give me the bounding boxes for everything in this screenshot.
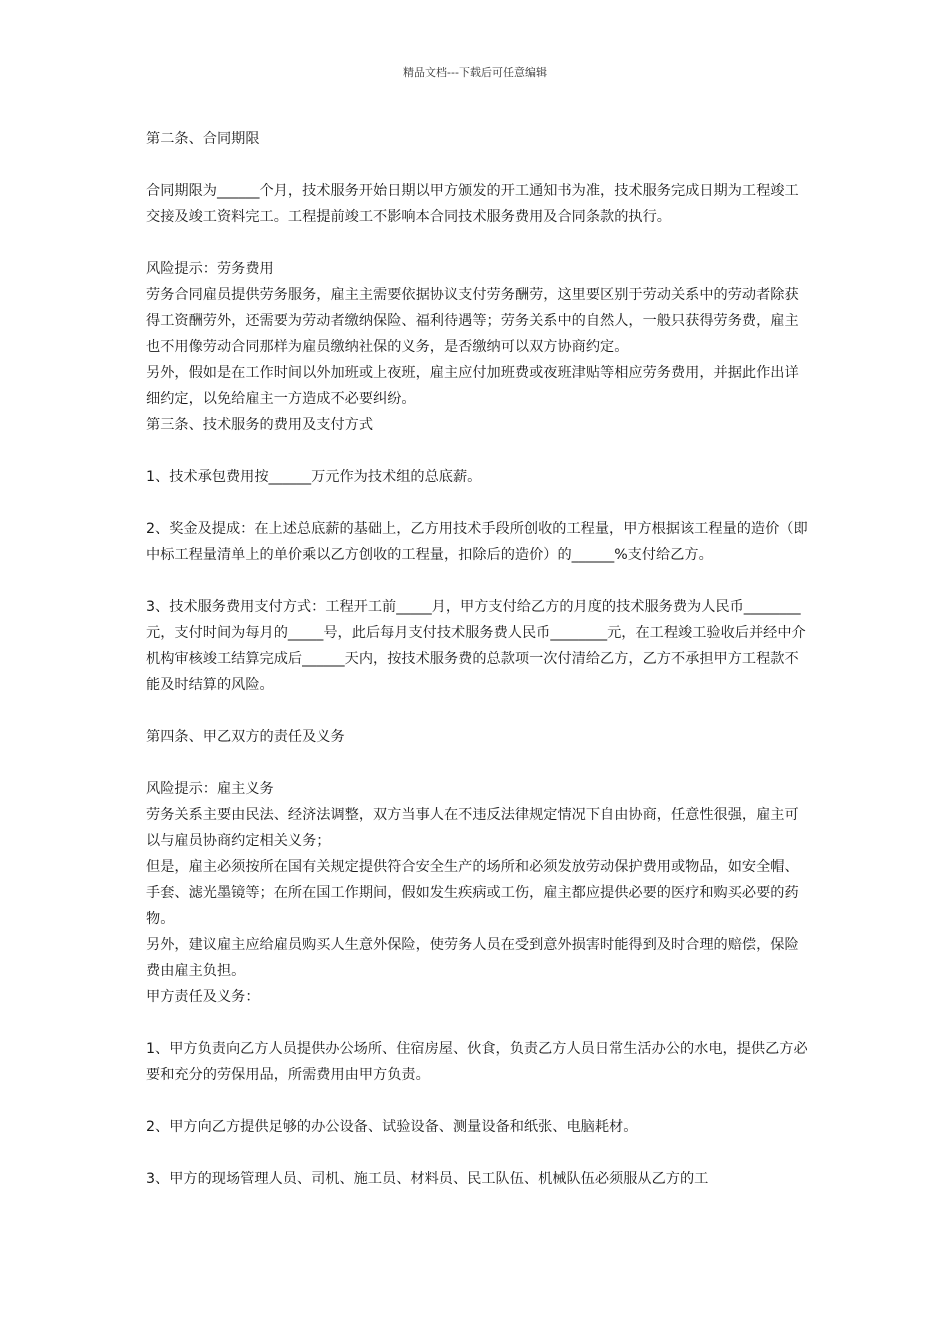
paragraph: 甲方责任及义务：	[146, 989, 260, 1005]
paragraph: 劳务关系主要由民法、经济法调整，双方当事人在不违反法律规定情况下自由协商，任意性很强，雇主可以与雇员协商约定相关义务；	[146, 807, 799, 849]
paragraph: 另外，假如是在工作时间以外加班或上夜班，雇主应付加班费或夜班津贴等相应劳务费用，并据此作出详细约定，以免给雇主一方造成不必要纠纷。	[146, 365, 799, 407]
paragraph-gap	[146, 230, 812, 256]
paragraph-gap	[146, 438, 812, 464]
paragraph: 第四条、甲乙双方的责任及义务	[146, 729, 345, 745]
page-header: 精品文档---下载后可任意编辑	[403, 66, 547, 79]
paragraph: 2、奖金及提成：在上述总底薪的基础上，乙方用技术手段所创收的工程量，甲方根据该工程量的造价（即中标工程量清单上的单价乘以乙方创收的工程量，扣除后的造价）的______%支付给乙方。	[146, 521, 808, 563]
paragraph-gap	[146, 750, 812, 776]
paragraph-gap	[146, 1140, 812, 1166]
paragraph: 第二条、合同期限	[146, 131, 260, 147]
paragraph: 风险提示：雇主义务	[146, 781, 274, 797]
paragraph: 3、技术服务费用支付方式：工程开工前_____月，甲方支付给乙方的月度的技术服务费为人民币________元，支付时间为每月的_____号，此后每月支付技术服务费人民币________元，在工程竣工验收后并经中介机构审核竣工结算完成后______天内，按技术服务费的总款项一次付清给乙方，乙方不承担甲方工程款不能及时结算的风险。	[146, 599, 806, 693]
paragraph: 劳务合同雇员提供劳务服务，雇主主需要依据协议支付劳务酬劳，这里要区别于劳动关系中的劳动者除获得工资酬劳外，还需要为劳动者缴纳保险、福利待遇等；劳务关系中的自然人，一般只获得劳务费，雇主也不用像劳动合同那样为雇员缴纳社保的义务，是否缴纳可以双方协商约定。	[146, 287, 799, 355]
paragraph: 风险提示：劳务费用	[146, 261, 274, 277]
paragraph: 2、甲方向乙方提供足够的办公设备、试验设备、测量设备和纸张、电脑耗材。	[146, 1119, 638, 1135]
paragraph-gap	[146, 152, 812, 178]
paragraph: 另外，建议雇主应给雇员购买人生意外保险，使劳务人员在受到意外损害时能得到及时合理的赔偿，保险费由雇主负担。	[146, 937, 799, 979]
paragraph: 合同期限为______个月，技术服务开始日期以甲方颁发的开工通知书为准，技术服务完成日期为工程竣工交接及竣工资料完工。工程提前竣工不影响本合同技术服务费用及合同条款的执行。	[146, 183, 799, 225]
document-body	[146, 126, 812, 1192]
paragraph-gap	[146, 568, 812, 594]
paragraph: 但是，雇主必须按所在国有关规定提供符合安全生产的场所和必须发放劳动保护费用或物品，如安全帽、手套、滤光墨镜等；在所在国工作期间，假如发生疾病或工伤，雇主都应提供必要的医疗和购买必要的药物。	[146, 859, 799, 927]
paragraph: 1、技术承包费用按______万元作为技术组的总底薪。	[146, 469, 482, 485]
paragraph-gap	[146, 698, 812, 724]
paragraph-gap	[146, 1010, 812, 1036]
paragraph: 1、甲方负责向乙方人员提供办公场所、住宿房屋、伙食，负责乙方人员日常生活办公的水电，提供乙方必要和充分的劳保用品，所需费用由甲方负责。	[146, 1041, 808, 1083]
paragraph: 第三条、技术服务的费用及支付方式	[146, 417, 374, 433]
paragraph-gap	[146, 490, 812, 516]
paragraph: 3、甲方的现场管理人员、司机、施工员、材料员、民工队伍、机械队伍必须服从乙方的工	[146, 1171, 709, 1187]
paragraph-gap	[146, 1088, 812, 1114]
